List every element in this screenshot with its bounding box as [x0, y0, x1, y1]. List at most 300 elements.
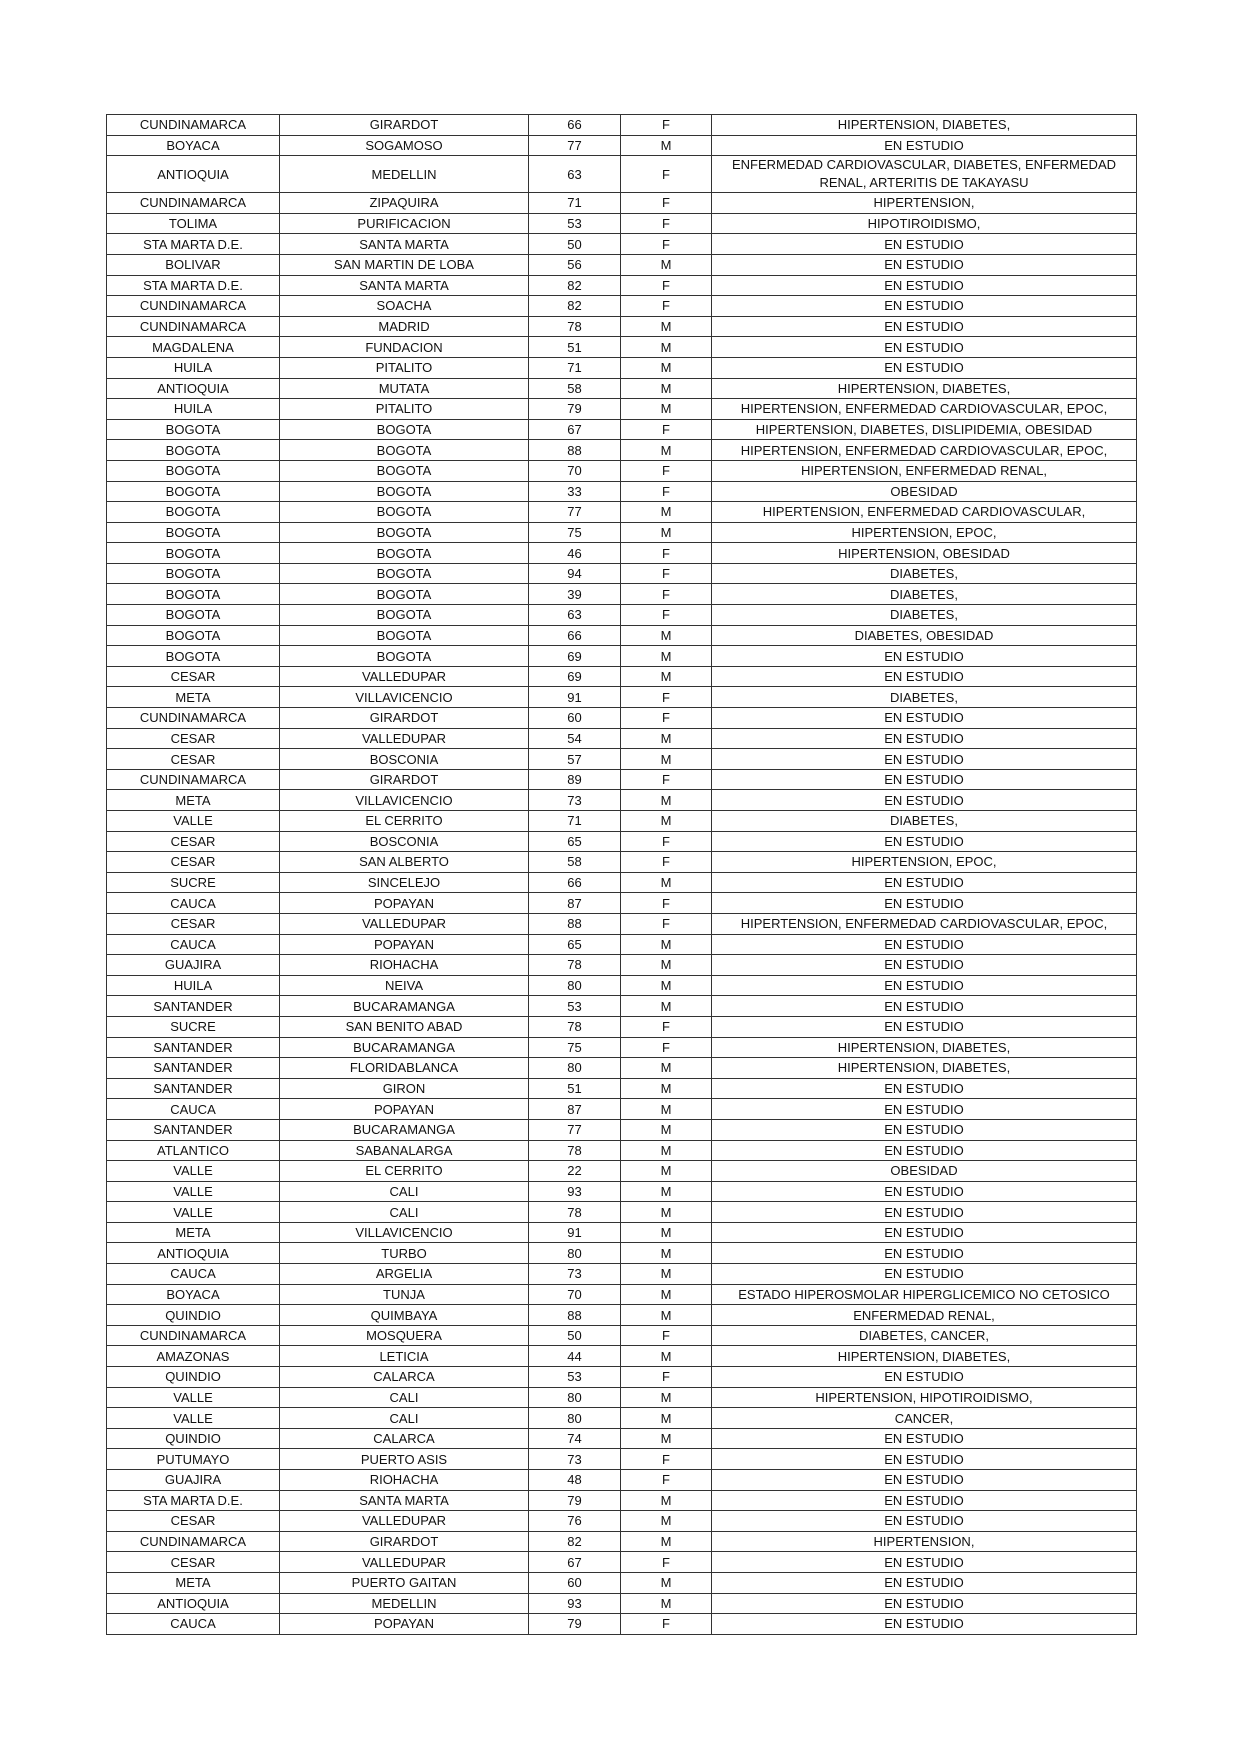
- conditions-cell: EN ESTUDIO: [712, 1490, 1137, 1511]
- table-row: [107, 419, 1137, 440]
- sex-cell: M: [621, 1140, 712, 1161]
- table-row: [107, 378, 1137, 399]
- age-cell: 88: [529, 440, 621, 461]
- sex-cell: M: [621, 440, 712, 461]
- sex-cell: F: [621, 1016, 712, 1037]
- sex-cell: M: [621, 522, 712, 543]
- conditions-cell: EN ESTUDIO: [712, 872, 1137, 893]
- sex-cell: M: [621, 811, 712, 832]
- table-row: [107, 666, 1137, 687]
- table-row: [107, 1449, 1137, 1470]
- table-row: [107, 316, 1137, 337]
- table-row: [107, 625, 1137, 646]
- department-cell: CUNDINAMARCA: [107, 769, 280, 790]
- age-cell: 94: [529, 563, 621, 584]
- age-cell: 60: [529, 1572, 621, 1593]
- table-row: [107, 1614, 1137, 1635]
- age-cell: 73: [529, 790, 621, 811]
- age-cell: 76: [529, 1511, 621, 1532]
- municipality-cell: ZIPAQUIRA: [280, 193, 529, 214]
- department-cell: CUNDINAMARCA: [107, 1325, 280, 1346]
- department-cell: BOLIVAR: [107, 254, 280, 275]
- municipality-cell: FLORIDABLANCA: [280, 1058, 529, 1079]
- age-cell: 58: [529, 852, 621, 873]
- table-row: [107, 1058, 1137, 1079]
- sex-cell: M: [621, 1078, 712, 1099]
- department-cell: BOYACA: [107, 1284, 280, 1305]
- age-cell: 54: [529, 728, 621, 749]
- department-cell: META: [107, 1572, 280, 1593]
- sex-cell: F: [621, 893, 712, 914]
- sex-cell: F: [621, 543, 712, 564]
- department-cell: BOGOTA: [107, 460, 280, 481]
- municipality-cell: ARGELIA: [280, 1264, 529, 1285]
- table-row: [107, 584, 1137, 605]
- age-cell: 88: [529, 1305, 621, 1326]
- sex-cell: F: [621, 115, 712, 136]
- department-cell: CUNDINAMARCA: [107, 115, 280, 136]
- age-cell: 60: [529, 708, 621, 729]
- age-cell: 77: [529, 135, 621, 156]
- municipality-cell: CALI: [280, 1408, 529, 1429]
- table-row: [107, 1490, 1137, 1511]
- conditions-cell: CANCER,: [712, 1408, 1137, 1429]
- conditions-cell: HIPERTENSION, ENFERMEDAD CARDIOVASCULAR, EPOC,: [712, 399, 1137, 420]
- sex-cell: F: [621, 193, 712, 214]
- sex-cell: M: [621, 1305, 712, 1326]
- sex-cell: M: [621, 625, 712, 646]
- municipality-cell: BOGOTA: [280, 563, 529, 584]
- sex-cell: M: [621, 135, 712, 156]
- municipality-cell: GIRARDOT: [280, 1531, 529, 1552]
- sex-cell: F: [621, 460, 712, 481]
- age-cell: 39: [529, 584, 621, 605]
- age-cell: 78: [529, 1016, 621, 1037]
- table-row: [107, 1387, 1137, 1408]
- age-cell: 67: [529, 419, 621, 440]
- conditions-cell: EN ESTUDIO: [712, 1264, 1137, 1285]
- department-cell: BOGOTA: [107, 440, 280, 461]
- sex-cell: M: [621, 646, 712, 667]
- municipality-cell: POPAYAN: [280, 1099, 529, 1120]
- age-cell: 50: [529, 234, 621, 255]
- conditions-cell: EN ESTUDIO: [712, 1428, 1137, 1449]
- age-cell: 77: [529, 502, 621, 523]
- municipality-cell: CALI: [280, 1202, 529, 1223]
- conditions-cell: EN ESTUDIO: [712, 975, 1137, 996]
- age-cell: 58: [529, 378, 621, 399]
- conditions-cell: ENFERMEDAD RENAL,: [712, 1305, 1137, 1326]
- conditions-cell: EN ESTUDIO: [712, 337, 1137, 358]
- sex-cell: M: [621, 1202, 712, 1223]
- sex-cell: M: [621, 1490, 712, 1511]
- age-cell: 87: [529, 893, 621, 914]
- conditions-cell: EN ESTUDIO: [712, 1119, 1137, 1140]
- sex-cell: F: [621, 275, 712, 296]
- conditions-cell: HIPERTENSION,: [712, 193, 1137, 214]
- conditions-cell: HIPOTIROIDISMO,: [712, 213, 1137, 234]
- sex-cell: M: [621, 955, 712, 976]
- age-cell: 67: [529, 1552, 621, 1573]
- age-cell: 80: [529, 1408, 621, 1429]
- sex-cell: M: [621, 399, 712, 420]
- table-row: [107, 193, 1137, 214]
- department-cell: BOGOTA: [107, 543, 280, 564]
- table-row: [107, 337, 1137, 358]
- sex-cell: M: [621, 749, 712, 770]
- sex-cell: M: [621, 1099, 712, 1120]
- conditions-cell: DIABETES, OBESIDAD: [712, 625, 1137, 646]
- conditions-cell: EN ESTUDIO: [712, 1614, 1137, 1635]
- municipality-cell: SANTA MARTA: [280, 1490, 529, 1511]
- table-row: [107, 1284, 1137, 1305]
- conditions-cell: DIABETES, CANCER,: [712, 1325, 1137, 1346]
- sex-cell: F: [621, 1367, 712, 1388]
- sex-cell: M: [621, 378, 712, 399]
- table-row: [107, 893, 1137, 914]
- municipality-cell: QUIMBAYA: [280, 1305, 529, 1326]
- department-cell: CESAR: [107, 852, 280, 873]
- department-cell: SANTANDER: [107, 1119, 280, 1140]
- age-cell: 66: [529, 872, 621, 893]
- department-cell: CUNDINAMARCA: [107, 1531, 280, 1552]
- department-cell: CUNDINAMARCA: [107, 316, 280, 337]
- table-row: [107, 502, 1137, 523]
- table-row: [107, 1367, 1137, 1388]
- age-cell: 66: [529, 625, 621, 646]
- age-cell: 71: [529, 357, 621, 378]
- age-cell: 51: [529, 1078, 621, 1099]
- table-row: [107, 522, 1137, 543]
- conditions-cell: EN ESTUDIO: [712, 749, 1137, 770]
- age-cell: 73: [529, 1449, 621, 1470]
- department-cell: CUNDINAMARCA: [107, 708, 280, 729]
- department-cell: BOGOTA: [107, 522, 280, 543]
- conditions-cell: EN ESTUDIO: [712, 769, 1137, 790]
- conditions-cell: OBESIDAD: [712, 1161, 1137, 1182]
- conditions-cell: EN ESTUDIO: [712, 1552, 1137, 1573]
- municipality-cell: BUCARAMANGA: [280, 996, 529, 1017]
- age-cell: 93: [529, 1181, 621, 1202]
- sex-cell: M: [621, 1531, 712, 1552]
- conditions-cell: EN ESTUDIO: [712, 135, 1137, 156]
- department-cell: MAGDALENA: [107, 337, 280, 358]
- table-row: [107, 135, 1137, 156]
- age-cell: 82: [529, 275, 621, 296]
- department-cell: VALLE: [107, 1202, 280, 1223]
- municipality-cell: VALLEDUPAR: [280, 666, 529, 687]
- department-cell: HUILA: [107, 975, 280, 996]
- municipality-cell: CALARCA: [280, 1367, 529, 1388]
- table-row: [107, 357, 1137, 378]
- sex-cell: M: [621, 996, 712, 1017]
- department-cell: CESAR: [107, 1511, 280, 1532]
- sex-cell: M: [621, 316, 712, 337]
- table-row: [107, 234, 1137, 255]
- conditions-cell: EN ESTUDIO: [712, 357, 1137, 378]
- department-cell: META: [107, 1222, 280, 1243]
- sex-cell: F: [621, 584, 712, 605]
- conditions-cell: EN ESTUDIO: [712, 1511, 1137, 1532]
- table-row: [107, 563, 1137, 584]
- age-cell: 44: [529, 1346, 621, 1367]
- table-row: [107, 254, 1137, 275]
- table-row: [107, 790, 1137, 811]
- sex-cell: F: [621, 213, 712, 234]
- conditions-cell: HIPERTENSION, ENFERMEDAD RENAL,: [712, 460, 1137, 481]
- conditions-cell: EN ESTUDIO: [712, 316, 1137, 337]
- conditions-cell: EN ESTUDIO: [712, 1470, 1137, 1491]
- sex-cell: M: [621, 357, 712, 378]
- department-cell: VALLE: [107, 1181, 280, 1202]
- department-cell: SUCRE: [107, 1016, 280, 1037]
- conditions-cell: DIABETES,: [712, 811, 1137, 832]
- municipality-cell: BOGOTA: [280, 584, 529, 605]
- sex-cell: M: [621, 254, 712, 275]
- age-cell: 57: [529, 749, 621, 770]
- table-row: [107, 605, 1137, 626]
- municipality-cell: POPAYAN: [280, 893, 529, 914]
- department-cell: CAUCA: [107, 893, 280, 914]
- sex-cell: F: [621, 1325, 712, 1346]
- sex-cell: M: [621, 1058, 712, 1079]
- sex-cell: M: [621, 337, 712, 358]
- age-cell: 71: [529, 811, 621, 832]
- conditions-cell: HIPERTENSION, EPOC,: [712, 852, 1137, 873]
- municipality-cell: GIRARDOT: [280, 769, 529, 790]
- department-cell: META: [107, 687, 280, 708]
- conditions-cell: EN ESTUDIO: [712, 1099, 1137, 1120]
- table-row: [107, 1346, 1137, 1367]
- sex-cell: M: [621, 934, 712, 955]
- department-cell: META: [107, 790, 280, 811]
- age-cell: 80: [529, 1387, 621, 1408]
- age-cell: 70: [529, 460, 621, 481]
- department-cell: VALLE: [107, 1387, 280, 1408]
- age-cell: 80: [529, 1243, 621, 1264]
- municipality-cell: BOGOTA: [280, 605, 529, 626]
- municipality-cell: EL CERRITO: [280, 1161, 529, 1182]
- table-row: [107, 156, 1137, 193]
- conditions-cell: HIPERTENSION, HIPOTIROIDISMO,: [712, 1387, 1137, 1408]
- table-row: [107, 831, 1137, 852]
- conditions-cell: EN ESTUDIO: [712, 708, 1137, 729]
- table-row: [107, 1078, 1137, 1099]
- sex-cell: M: [621, 1119, 712, 1140]
- municipality-cell: TUNJA: [280, 1284, 529, 1305]
- table-row: [107, 811, 1137, 832]
- department-cell: STA MARTA D.E.: [107, 234, 280, 255]
- sex-cell: F: [621, 1449, 712, 1470]
- municipality-cell: BOGOTA: [280, 440, 529, 461]
- age-cell: 78: [529, 1202, 621, 1223]
- municipality-cell: PUERTO ASIS: [280, 1449, 529, 1470]
- municipality-cell: CALI: [280, 1387, 529, 1408]
- table-row: [107, 646, 1137, 667]
- conditions-cell: HIPERTENSION, OBESIDAD: [712, 543, 1137, 564]
- age-cell: 33: [529, 481, 621, 502]
- department-cell: STA MARTA D.E.: [107, 1490, 280, 1511]
- table-row: [107, 115, 1137, 136]
- conditions-cell: HIPERTENSION,: [712, 1531, 1137, 1552]
- table-row: [107, 687, 1137, 708]
- table-row: [107, 1037, 1137, 1058]
- age-cell: 74: [529, 1428, 621, 1449]
- table-row: [107, 1305, 1137, 1326]
- conditions-cell: EN ESTUDIO: [712, 1572, 1137, 1593]
- conditions-cell: HIPERTENSION, DIABETES,: [712, 378, 1137, 399]
- department-cell: AMAZONAS: [107, 1346, 280, 1367]
- table-row: [107, 275, 1137, 296]
- conditions-cell: EN ESTUDIO: [712, 275, 1137, 296]
- department-cell: CESAR: [107, 749, 280, 770]
- municipality-cell: GIRARDOT: [280, 708, 529, 729]
- age-cell: 69: [529, 666, 621, 687]
- conditions-cell: HIPERTENSION, DIABETES, DISLIPIDEMIA, OBESIDAD: [712, 419, 1137, 440]
- conditions-cell: EN ESTUDIO: [712, 934, 1137, 955]
- department-cell: ATLANTICO: [107, 1140, 280, 1161]
- municipality-cell: GIRARDOT: [280, 115, 529, 136]
- department-cell: BOGOTA: [107, 646, 280, 667]
- table-row: [107, 1202, 1137, 1223]
- sex-cell: M: [621, 1387, 712, 1408]
- department-cell: QUINDIO: [107, 1367, 280, 1388]
- age-cell: 89: [529, 769, 621, 790]
- age-cell: 78: [529, 316, 621, 337]
- municipality-cell: BOGOTA: [280, 481, 529, 502]
- conditions-cell: EN ESTUDIO: [712, 955, 1137, 976]
- table-row: [107, 1161, 1137, 1182]
- age-cell: 53: [529, 996, 621, 1017]
- table-row: [107, 1325, 1137, 1346]
- department-cell: BOGOTA: [107, 625, 280, 646]
- department-cell: ANTIOQUIA: [107, 378, 280, 399]
- sex-cell: F: [621, 296, 712, 317]
- department-cell: CESAR: [107, 1552, 280, 1573]
- sex-cell: F: [621, 563, 712, 584]
- sex-cell: M: [621, 872, 712, 893]
- sex-cell: M: [621, 666, 712, 687]
- municipality-cell: RIOHACHA: [280, 1470, 529, 1491]
- department-cell: GUAJIRA: [107, 1470, 280, 1491]
- age-cell: 73: [529, 1264, 621, 1285]
- table-row: [107, 1140, 1137, 1161]
- department-cell: SANTANDER: [107, 996, 280, 1017]
- department-cell: BOGOTA: [107, 502, 280, 523]
- age-cell: 80: [529, 1058, 621, 1079]
- department-cell: CUNDINAMARCA: [107, 296, 280, 317]
- municipality-cell: VILLAVICENCIO: [280, 790, 529, 811]
- age-cell: 70: [529, 1284, 621, 1305]
- municipality-cell: MADRID: [280, 316, 529, 337]
- municipality-cell: PITALITO: [280, 399, 529, 420]
- department-cell: PUTUMAYO: [107, 1449, 280, 1470]
- department-cell: SUCRE: [107, 872, 280, 893]
- department-cell: HUILA: [107, 399, 280, 420]
- department-cell: CESAR: [107, 728, 280, 749]
- department-cell: ANTIOQUIA: [107, 1593, 280, 1614]
- sex-cell: M: [621, 1264, 712, 1285]
- municipality-cell: SINCELEJO: [280, 872, 529, 893]
- table-row: [107, 440, 1137, 461]
- conditions-cell: EN ESTUDIO: [712, 728, 1137, 749]
- department-cell: SANTANDER: [107, 1058, 280, 1079]
- department-cell: CESAR: [107, 831, 280, 852]
- department-cell: ANTIOQUIA: [107, 1243, 280, 1264]
- conditions-cell: EN ESTUDIO: [712, 646, 1137, 667]
- age-cell: 53: [529, 1367, 621, 1388]
- sex-cell: F: [621, 481, 712, 502]
- age-cell: 79: [529, 1614, 621, 1635]
- sex-cell: F: [621, 708, 712, 729]
- municipality-cell: BUCARAMANGA: [280, 1119, 529, 1140]
- sex-cell: F: [621, 605, 712, 626]
- table-row: [107, 1181, 1137, 1202]
- age-cell: 91: [529, 687, 621, 708]
- sex-cell: M: [621, 1511, 712, 1532]
- conditions-cell: HIPERTENSION, DIABETES,: [712, 1058, 1137, 1079]
- age-cell: 69: [529, 646, 621, 667]
- age-cell: 63: [529, 605, 621, 626]
- department-cell: BOGOTA: [107, 605, 280, 626]
- conditions-cell: DIABETES,: [712, 605, 1137, 626]
- table-row: [107, 708, 1137, 729]
- conditions-cell: ESTADO HIPEROSMOLAR HIPERGLICEMICO NO CETOSICO: [712, 1284, 1137, 1305]
- sex-cell: F: [621, 769, 712, 790]
- age-cell: 77: [529, 1119, 621, 1140]
- age-cell: 65: [529, 934, 621, 955]
- conditions-cell: DIABETES,: [712, 584, 1137, 605]
- table-row: [107, 1552, 1137, 1573]
- department-cell: CESAR: [107, 913, 280, 934]
- municipality-cell: CALI: [280, 1181, 529, 1202]
- conditions-cell: EN ESTUDIO: [712, 1243, 1137, 1264]
- age-cell: 80: [529, 975, 621, 996]
- department-cell: VALLE: [107, 1408, 280, 1429]
- table-row: [107, 975, 1137, 996]
- conditions-cell: HIPERTENSION, DIABETES,: [712, 1037, 1137, 1058]
- department-cell: CAUCA: [107, 934, 280, 955]
- conditions-cell: EN ESTUDIO: [712, 831, 1137, 852]
- sex-cell: M: [621, 1408, 712, 1429]
- municipality-cell: BOGOTA: [280, 502, 529, 523]
- table-row: [107, 852, 1137, 873]
- table-row: [107, 955, 1137, 976]
- age-cell: 65: [529, 831, 621, 852]
- department-cell: BOYACA: [107, 135, 280, 156]
- sex-cell: F: [621, 852, 712, 873]
- table-row: [107, 913, 1137, 934]
- department-cell: ANTIOQUIA: [107, 156, 280, 193]
- sex-cell: F: [621, 1552, 712, 1573]
- age-cell: 82: [529, 296, 621, 317]
- conditions-cell: EN ESTUDIO: [712, 666, 1137, 687]
- sex-cell: M: [621, 1161, 712, 1182]
- municipality-cell: BOGOTA: [280, 543, 529, 564]
- conditions-cell: EN ESTUDIO: [712, 1593, 1137, 1614]
- department-cell: SANTANDER: [107, 1037, 280, 1058]
- table-row: [107, 1099, 1137, 1120]
- municipality-cell: LETICIA: [280, 1346, 529, 1367]
- municipality-cell: POPAYAN: [280, 934, 529, 955]
- conditions-cell: HIPERTENSION, DIABETES,: [712, 1346, 1137, 1367]
- age-cell: 78: [529, 1140, 621, 1161]
- municipality-cell: VILLAVICENCIO: [280, 1222, 529, 1243]
- conditions-cell: HIPERTENSION, DIABETES,: [712, 115, 1137, 136]
- age-cell: 53: [529, 213, 621, 234]
- municipality-cell: VALLEDUPAR: [280, 1511, 529, 1532]
- age-cell: 63: [529, 156, 621, 193]
